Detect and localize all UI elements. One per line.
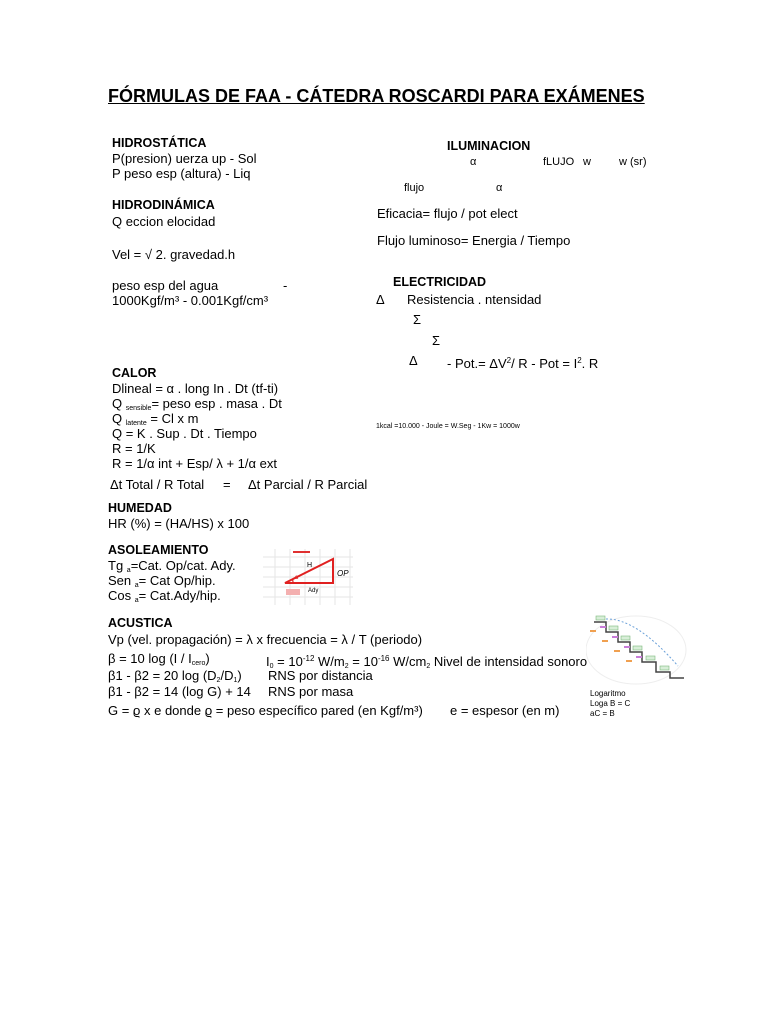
- dt-equals: =: [223, 477, 231, 492]
- hidrodinamica-heading: HIDRODINÁMICA: [112, 198, 215, 212]
- peso-values: 1000Kgf/m³ - 0.001Kgf/cm³: [112, 293, 269, 308]
- peso-label: peso esp del agua: [112, 278, 219, 293]
- dt-total: Δt Total / R Total: [110, 477, 205, 492]
- ilum-flujo-1: fLUJO: [543, 156, 575, 168]
- ilum-alpha-1: α: [470, 156, 477, 168]
- hidrostatica-line2: P peso esp (altura) - Liq: [112, 166, 251, 181]
- hr-formula: HR (%) = (HA/HS) x 100: [108, 516, 250, 531]
- rns-masa-label: RNS por masa: [268, 684, 354, 699]
- cos-formula: Cos $_a$= Cat.Ady/hip.: [108, 588, 221, 604]
- hyp-label: H: [307, 562, 313, 569]
- hidrodinamica-line1: Q eccion elocidad: [112, 214, 216, 229]
- dlineal-formula: Dlineal = α . long In . Dt (tf-ti): [112, 381, 279, 396]
- log-title: Logaritmo: [590, 689, 626, 698]
- logarithm-staircase-diagram: [586, 610, 688, 686]
- log-line1: Loga B = C: [590, 699, 631, 708]
- electricidad-heading: ELECTRICIDAD: [393, 275, 487, 289]
- triangle-diagram: [263, 549, 353, 605]
- sigma-symbol-2: Σ: [432, 333, 441, 348]
- acustica-heading: ACUSTICA: [108, 616, 173, 630]
- eficacia-formula: Eficacia= flujo / pot elect: [377, 206, 518, 221]
- vel-formula: Vel = √ 2. gravedad.h: [112, 247, 236, 262]
- calor-heading: CALOR: [112, 366, 157, 380]
- q-latente-formula: Q $_{latente}$ = Cl x m: [112, 411, 199, 427]
- q-sup-formula: Q = K . Sup . Dt . Tiempo: [112, 426, 257, 441]
- ilum-w: w: [583, 156, 591, 168]
- rns-masa-formula: β1 - β2 = 14 (log G) + 14: [108, 684, 251, 699]
- resistencia-formula: Resistencia . ntensidad: [407, 292, 542, 307]
- r-formula-2: R = 1/α int + Esp/ λ + 1/α ext: [112, 456, 277, 471]
- asoleamiento-heading: ASOLEAMIENTO: [108, 543, 209, 557]
- rns-distancia-label: RNS por distancia: [268, 668, 373, 683]
- potencia-formula: - $Pot.= \Delta V^2/$ R - Pot = $I^2$. R: [447, 356, 599, 371]
- delta-symbol-2: Δ: [409, 353, 418, 368]
- ilum-wsr: w (sr): [619, 156, 647, 168]
- delta-symbol-1: Δ: [376, 292, 385, 307]
- rns-distancia-formula: β1 - β2 = 20 $\log (D_2/D_1)$: [108, 668, 242, 684]
- page-title: FÓRMULAS DE FAA - CÁTEDRA ROSCARDI PARA EXÁMENES: [108, 86, 645, 106]
- angle-label: α: [295, 575, 299, 581]
- op-label: OP: [337, 569, 349, 578]
- q-sensible-formula: Q $_{sensible}$= peso esp . masa . Dt: [112, 396, 282, 412]
- i0-formula: $I_0 = 10^{-12}$ $W/m_2 = 10^{-16}$ $W/cm_2$ Nivel de intensidad sonoro: [266, 654, 588, 670]
- ilum-alpha-2: α: [496, 182, 503, 194]
- hidrostatica-heading: HIDROSTÁTICA: [112, 136, 207, 150]
- hidrostatica-line1: P(presion) uerza up - Sol: [112, 151, 257, 166]
- iluminacion-heading: ILUMINACION: [447, 139, 531, 153]
- sen-formula: Sen $_a$= Cat Op/hip.: [108, 573, 216, 589]
- ilum-flujo-2: flujo: [404, 182, 425, 194]
- flujo-luminoso-formula: Flujo luminoso= Energia / Tiempo: [377, 233, 571, 248]
- alpha-box: [286, 589, 300, 595]
- g-formula: G = ϱ x e donde ϱ = peso específico pared (en Kgf/m³): [108, 703, 423, 718]
- ady-label: Ady: [308, 588, 319, 594]
- espesor-label: e = espesor (en m): [450, 703, 560, 718]
- peso-dash: -: [283, 278, 288, 293]
- sigma-symbol-1: Σ: [413, 312, 422, 327]
- beta-formula: β = 10 $\log (I / I_{cero})$: [108, 651, 210, 667]
- dt-parcial: Δt Parcial / R Parcial: [248, 477, 368, 492]
- kcal-equivalence: 1kcal =10.000 - Joule = W.Seg - 1Kw = 1000w: [376, 423, 520, 430]
- log-line2: aC = B: [590, 709, 615, 718]
- tg-formula: Tg $_a$=Cat. Op/cat. Ady.: [108, 558, 236, 574]
- r-formula-1: R = 1/K: [112, 441, 156, 456]
- vp-formula: Vp (vel. propagación) = λ x frecuencia = λ / T (periodo): [108, 632, 423, 647]
- humedad-heading: HUMEDAD: [108, 501, 172, 515]
